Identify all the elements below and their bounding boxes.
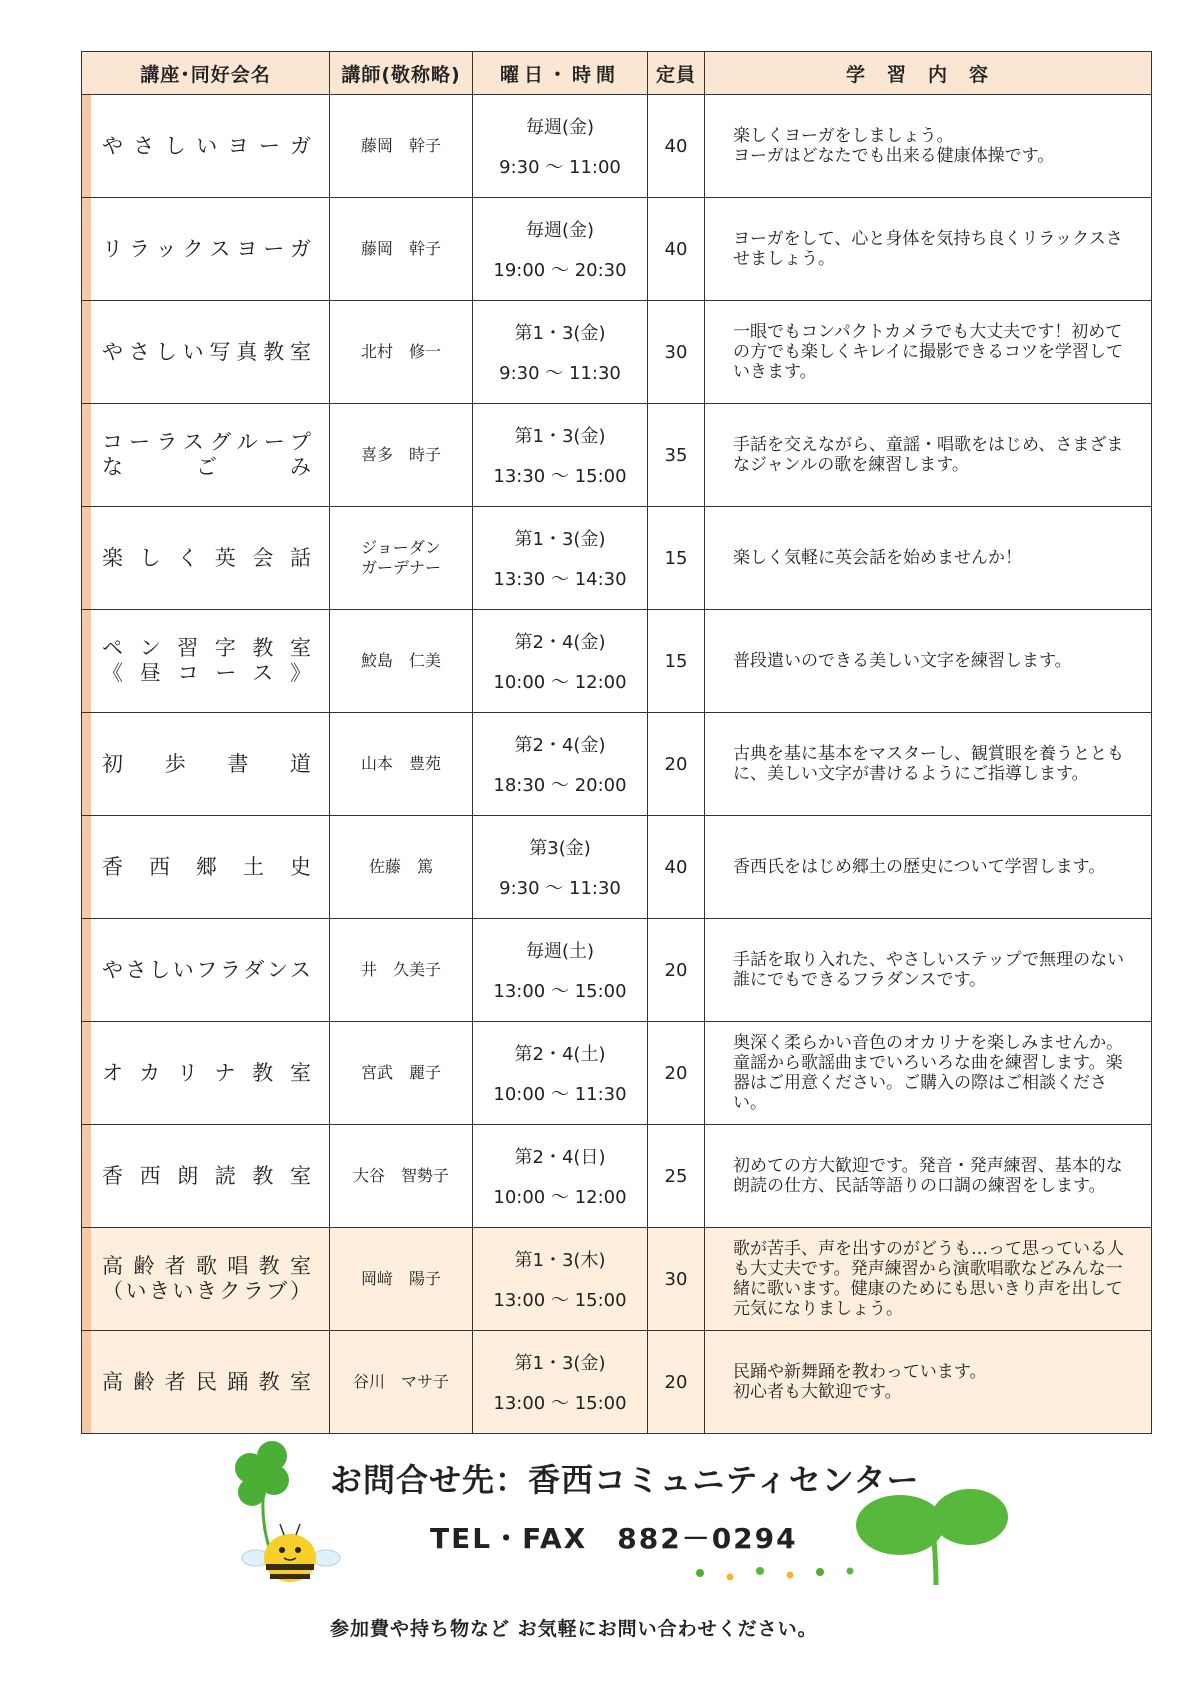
- course-teacher: 宮武 麗子: [330, 1022, 473, 1125]
- course-day: 毎週(土): [525, 941, 595, 962]
- course-day: 第2・4(金): [514, 735, 606, 756]
- course-schedule: [473, 404, 648, 507]
- course-teacher: 藤岡 幹子: [330, 198, 473, 301]
- course-day: 第1・3(木): [514, 1250, 606, 1271]
- course-name: [82, 713, 330, 816]
- course-name: [82, 610, 330, 713]
- course-row: [82, 301, 1152, 404]
- course-name-line: 高齢者歌唱教室: [102, 1254, 311, 1278]
- course-content: 普段遣いのできる美しい文字を練習します。: [705, 610, 1152, 713]
- course-name-line: 《昼コース》: [102, 661, 311, 685]
- course-name: [82, 301, 330, 404]
- course-day: 第2・4(金): [514, 632, 606, 653]
- course-day: 第3(金): [529, 838, 591, 859]
- course-name: [82, 198, 330, 301]
- course-row: [82, 198, 1152, 301]
- course-content: 初めての方大歓迎です。発音・発声練習、基本的な朗読の仕方、民話等語りの口調の練習をします。: [705, 1125, 1152, 1228]
- course-teacher: 山本 豊苑: [330, 713, 473, 816]
- course-capacity: 15: [648, 610, 705, 713]
- clover-icon: [235, 1441, 289, 1550]
- course-name-line: 初歩書道: [102, 751, 311, 776]
- course-day: 第1・3(金): [514, 323, 606, 344]
- course-row: [82, 1022, 1152, 1125]
- header-schedule: 曜日・時間: [473, 52, 648, 95]
- course-table: [81, 51, 1152, 1434]
- course-name: [82, 507, 330, 610]
- course-capacity: 20: [648, 1331, 705, 1434]
- course-content: 手話を取り入れた、やさしいステップで無理のない誰にでもできるフラダンスです。: [705, 919, 1152, 1022]
- course-hours: 9:30 ～ 11:30: [499, 878, 621, 899]
- course-teacher: 谷川 マサ子: [330, 1331, 473, 1434]
- course-capacity: 35: [648, 404, 705, 507]
- course-hours: 10:00 ～ 12:00: [493, 1187, 627, 1208]
- course-day: 第2・4(土): [514, 1044, 606, 1065]
- course-hours: 13:00 ～ 15:00: [493, 1393, 627, 1414]
- course-name: [82, 95, 330, 198]
- course-schedule: [473, 95, 648, 198]
- sprout-icon: [856, 1489, 1008, 1585]
- course-capacity: 15: [648, 507, 705, 610]
- course-day: 第2・4(日): [514, 1147, 606, 1168]
- course-hours: 13:30 ～ 14:30: [493, 569, 627, 590]
- course-teacher: 北村 修一: [330, 301, 473, 404]
- course-name-line: （いきいきクラブ）: [102, 1279, 311, 1303]
- course-name-line: リラックスヨーガ: [102, 236, 311, 261]
- course-row: [82, 610, 1152, 713]
- course-row: [82, 1125, 1152, 1228]
- course-hours: 10:00 ～ 12:00: [493, 672, 627, 693]
- course-name-line: なごみ: [102, 455, 311, 479]
- course-content: 古典を基に基本をマスターし、観賞眼を養うとともに、美しい文字が書けるようにご指導します。: [705, 713, 1152, 816]
- course-hours: 13:00 ～ 15:00: [493, 981, 627, 1002]
- course-hours: 19:00 ～ 20:30: [493, 260, 627, 281]
- course-content: 香西氏をはじめ郷土の歴史について学習します。: [705, 816, 1152, 919]
- course-row: [82, 1331, 1152, 1434]
- course-row: [82, 1228, 1152, 1331]
- course-content: 歌が苦手、声を出すのがどうも…って思っている人も大丈夫です。発声練習から演歌唱歌などみんな一緒に歌います。健康のためにも思いきり声を出して元気になりましょう。: [705, 1228, 1152, 1331]
- course-hours: 9:30 ～ 11:30: [499, 363, 621, 384]
- course-content: 民踊や新舞踊を教わっています。 初心者も大歓迎です。: [705, 1331, 1152, 1434]
- header-teacher: 講師(敬称略): [330, 52, 473, 95]
- course-schedule: [473, 1228, 648, 1331]
- course-row: [82, 404, 1152, 507]
- course-teacher: 佐藤 篤: [330, 816, 473, 919]
- course-schedule: [473, 507, 648, 610]
- course-schedule: [473, 713, 648, 816]
- course-teacher: 大谷 智勢子: [330, 1125, 473, 1228]
- course-name-line: 香西朗読教室: [102, 1163, 311, 1188]
- course-content: 手話を交えながら、童謡・唱歌をはじめ、さまざまなジャンルの歌を練習します。: [705, 404, 1152, 507]
- course-name-line: 高齢者民踊教室: [102, 1369, 311, 1394]
- contact-phone-fax: TEL・FAX 882－0294: [430, 1522, 798, 1555]
- course-schedule: [473, 198, 648, 301]
- course-name: [82, 1228, 330, 1331]
- dots-decoration: [696, 1567, 854, 1581]
- header-content: 学習内容: [705, 52, 1152, 95]
- course-content: ヨーガをして、心と身体を気持ち良くリラックスさせましょう。: [705, 198, 1152, 301]
- course-day: 毎週(金): [525, 220, 595, 241]
- course-content: 奥深く柔らかい音色のオカリナを楽しみませんか。童謡から歌謡曲までいろいろな曲を練習します。楽器はご用意ください。ご購入の際はご相談ください。: [705, 1022, 1152, 1125]
- course-teacher: 鮫島 仁美: [330, 610, 473, 713]
- course-name-line: やさしい写真教室: [102, 339, 311, 364]
- course-schedule: [473, 1331, 648, 1434]
- course-day: 第1・3(金): [514, 426, 606, 447]
- course-name: [82, 1331, 330, 1434]
- course-row: [82, 919, 1152, 1022]
- bee-icon: [242, 1524, 340, 1582]
- course-capacity: 20: [648, 1022, 705, 1125]
- course-name: [82, 919, 330, 1022]
- course-capacity: 40: [648, 95, 705, 198]
- course-row: [82, 816, 1152, 919]
- course-name: [82, 1125, 330, 1228]
- header-course: 講座･同好会名: [82, 52, 330, 95]
- table-header-row: [82, 52, 1152, 95]
- course-list: [82, 95, 1152, 1434]
- course-capacity: 30: [648, 1228, 705, 1331]
- course-hours: 13:00 ～ 15:00: [493, 1290, 627, 1311]
- course-name-line: 香西郷土史: [102, 854, 311, 879]
- course-row: [82, 95, 1152, 198]
- course-teacher: 岡﨑 陽子: [330, 1228, 473, 1331]
- contact-title: お問合せ先：香西コミュニティセンター: [330, 1461, 920, 1499]
- course-hours: 10:00 ～ 11:30: [493, 1084, 627, 1105]
- course-teacher: 喜多 時子: [330, 404, 473, 507]
- course-capacity: 20: [648, 919, 705, 1022]
- course-content: 楽しくヨーガをしましょう。 ヨーガはどなたでも出来る健康体操です。: [705, 95, 1152, 198]
- course-name-line: やさしいフラダンス: [102, 957, 311, 982]
- course-capacity: 40: [648, 816, 705, 919]
- course-schedule: [473, 301, 648, 404]
- course-schedule: [473, 816, 648, 919]
- course-name: [82, 404, 330, 507]
- course-day: 第1・3(金): [514, 1353, 606, 1374]
- course-hours: 13:30 ～ 15:00: [493, 466, 627, 487]
- course-teacher: 井 久美子: [330, 919, 473, 1022]
- course-name-line: オカリナ教室: [102, 1060, 311, 1085]
- course-schedule: [473, 1125, 648, 1228]
- course-schedule: [473, 919, 648, 1022]
- course-name: [82, 816, 330, 919]
- course-name-line: やさしいヨーガ: [102, 133, 311, 158]
- course-capacity: 25: [648, 1125, 705, 1228]
- course-hours: 18:30 ～ 20:00: [493, 775, 627, 796]
- course-name-line: コーラスグループ: [102, 430, 311, 454]
- course-name: [82, 1022, 330, 1125]
- inquiry-note: 参加費や持ち物など お気軽にお問い合わせください。: [330, 1618, 818, 1640]
- course-capacity: 20: [648, 713, 705, 816]
- course-content: 楽しく気軽に英会話を始めませんか！: [705, 507, 1152, 610]
- course-day: 第1・3(金): [514, 529, 606, 550]
- course-schedule: [473, 610, 648, 713]
- course-row: [82, 507, 1152, 610]
- course-teacher: 藤岡 幹子: [330, 95, 473, 198]
- course-row: [82, 713, 1152, 816]
- course-hours: 9:30 ～ 11:00: [499, 157, 621, 178]
- course-capacity: 30: [648, 301, 705, 404]
- course-name-line: 楽しく英会話: [102, 545, 311, 570]
- course-teacher: ジョーダン ガーデナー: [330, 507, 473, 610]
- course-day: 毎週(金): [525, 117, 595, 138]
- course-schedule: [473, 1022, 648, 1125]
- header-capacity: 定員: [648, 52, 705, 95]
- course-name-line: ペン習字教室: [102, 636, 311, 660]
- course-content: 一眼でもコンパクトカメラでも大丈夫です！初めての方でも楽しくキレイに撮影できるコツを学習していきます。: [705, 301, 1152, 404]
- course-capacity: 40: [648, 198, 705, 301]
